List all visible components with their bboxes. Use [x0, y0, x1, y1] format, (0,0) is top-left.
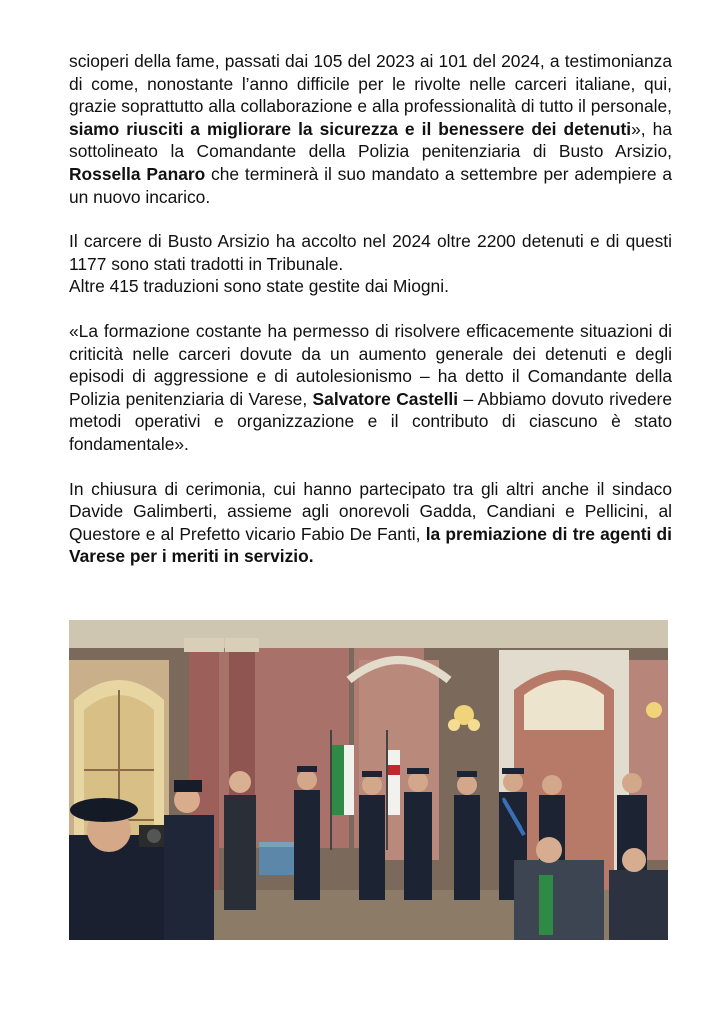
- bold-phrase-award: la premiazione di tre agenti di Varese per i meriti in servizio.: [69, 523, 672, 567]
- paragraph-busto-arsizio: [69, 230, 672, 275]
- text-segment: che terminerà il suo mandato a settembre per adempiere a un nuovo incarico.: [69, 163, 672, 207]
- text-segment: Il carcere di Busto Arsizio ha accolto nel 2024 oltre 2200 detenuti e di questi 1177 sono stati tradotti in Tribunale.: [69, 231, 672, 274]
- document-body: [69, 50, 672, 568]
- bold-phrase-security: siamo riusciti a migliorare la sicurezza e il benessere dei detenuti: [69, 118, 632, 139]
- paragraph-miogni: [69, 275, 672, 298]
- paragraph-hunger-strikes: [69, 50, 672, 208]
- text-segment: scioperi della fame, passati dai 105 del 2023 ai 101 del 2024, a testimonianza di come, nonostante l’anno difficile per le rivolte nelle carceri italiane, qui, grazie soprattutto alla collaborazione e alla professionalità di tutto il personale,: [69, 51, 672, 117]
- text-segment: Altre 415 traduzioni sono state gestite dai Miogni.: [69, 276, 449, 297]
- text-segment: In chiusura di cerimonia, cui hanno partecipato tra gli altri anche il sindaco Davide Galimberti, assieme agli onorevoli Gadda, Candiani e Pellicini, al Questore e al Prefetto vicario Fabio De Fanti,: [69, 478, 672, 544]
- bold-name-castelli: Salvatore Castelli: [312, 388, 459, 409]
- text-segment: », ha sottolineato la Comandante della Polizia penitenziaria di Busto Arsizio,: [69, 118, 672, 162]
- paragraph-castelli-quote: [69, 320, 672, 456]
- paragraph-ceremony-closing: [69, 478, 672, 568]
- text-segment: – Abbiamo dovuto rivedere metodi operativi e organizzazione e il contributo di ciascuno è stato fondamentale».: [69, 388, 672, 454]
- ceremony-hall-photo: [69, 620, 668, 940]
- text-segment: «La formazione costante ha permesso di risolvere efficacemente situazioni di criticità nelle carceri dovute da un aumento generale dei detenuti e degli episodi di aggressione e di autolesionismo – ha detto il Comandante della Polizia penitenziaria di Varese,: [69, 320, 672, 409]
- bold-name-panaro: Rossella Panaro: [69, 163, 206, 184]
